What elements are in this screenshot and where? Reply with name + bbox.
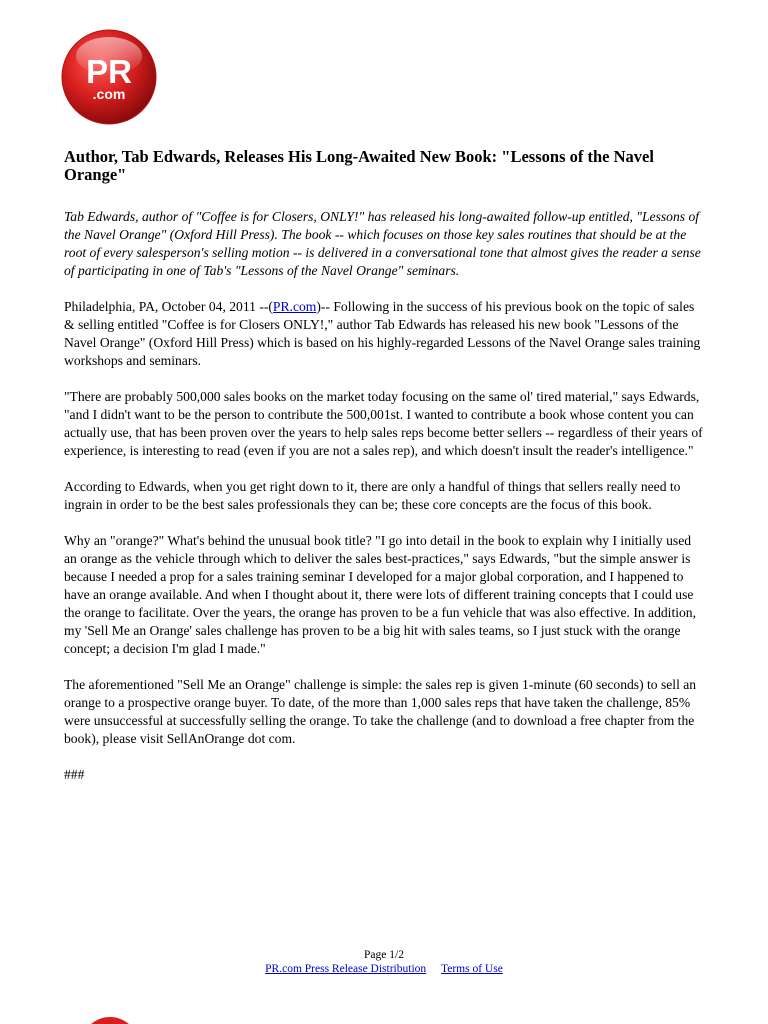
pr-com-logo — [60, 28, 158, 126]
page-number: Page 1/2 — [364, 949, 404, 961]
dateline-prefix: Philadelphia, PA, October 04, 2011 --( — [64, 299, 273, 314]
article-title: Author, Tab Edwards, Releases His Long-Awaited New Book: "Lessons of the Navel Orange" — [64, 147, 654, 184]
footer-links — [0, 962, 768, 976]
article-summary: Tab Edwards, author of "Coffee is for Closers, ONLY!" has released his long-awaited follow-up entitled, "Lessons of the Navel Orange" (Oxford Hill Press). The book -- which focuses on those key sales routines that should be at the root of every salesperson's selling motion -- is delivered in a conversational tone that almost gives the reader a sense of participating in one of Tab's "Lessons of the Navel Orange" seminars. — [64, 209, 701, 278]
dateline-rest: )-- Following in the success of his previous book on the topic of sales & selling entitled "Coffee is for Closers ONLY!," author Tab Edwards has released his new book "Lessons of the Navel Orange" (Oxford Hill Press) which is based on his highly-regarded Lessons of the Navel Orange sales training workshops and seminars. — [64, 299, 701, 368]
dateline-paragraph — [64, 298, 706, 370]
body-paragraph-3: Why an "orange?" What's behind the unusual book title? "I go into detail in the book to explain why I initially used an orange as the vehicle through which to deliver the sales best-practices," says Edwards, "but the simple answer is because I needed a prop for a sales training seminar I developed for a major global corporation, and I happened to have an orange available. And when I thought about it, there were lots of different training concepts that I could use the orange to facilitate. Over the years, the orange has proven to be a fun vehicle that was also effective. In addition, my 'Sell Me an Orange' sales challenge has proven to be a big hit with sales teams, so I just stuck with the orange concept; a decision I'm glad I made." — [64, 533, 696, 656]
press-release — [64, 148, 706, 802]
logo-text-pr: PR — [86, 53, 132, 90]
press-release-distribution-link[interactable]: PR.com Press Release Distribution — [265, 963, 427, 975]
next-page-logo-edge — [80, 1016, 140, 1024]
end-marker: ### — [64, 767, 85, 782]
logo-text-com: .com — [92, 86, 126, 102]
terms-of-use-link[interactable]: Terms of Use — [441, 963, 503, 975]
body-paragraph-1: "There are probably 500,000 sales books on the market today focusing on the same ol' tired material," says Edwards, "and I didn't want to be the person to contribute the 500,001st. I wanted to contribute a book whose content you can actually use, that has been proven over the years to help sales reps become better sellers -- regardless of their years of experience, is interesting to read (even if you are not a sales rep), and which doesn't insult the reader's intelligence." — [64, 389, 703, 458]
page-footer — [0, 948, 768, 976]
pr-com-link[interactable]: PR.com — [272, 299, 317, 314]
body-paragraph-2: According to Edwards, when you get right down to it, there are only a handful of things that sellers really need to ingrain in order to be the best sales professionals they can be; these core concepts are the focus of this book. — [64, 479, 681, 512]
body-paragraph-4: The aforementioned "Sell Me an Orange" challenge is simple: the sales rep is given 1-minute (60 seconds) to sell an orange to a prospective orange buyer. To date, of the more than 1,000 sales reps that have taken the challenge, 85% were unsuccessful at successfully selling the orange. To take the challenge (and to download a free chapter from the book), please visit SellAnOrange dot com. — [64, 677, 697, 746]
